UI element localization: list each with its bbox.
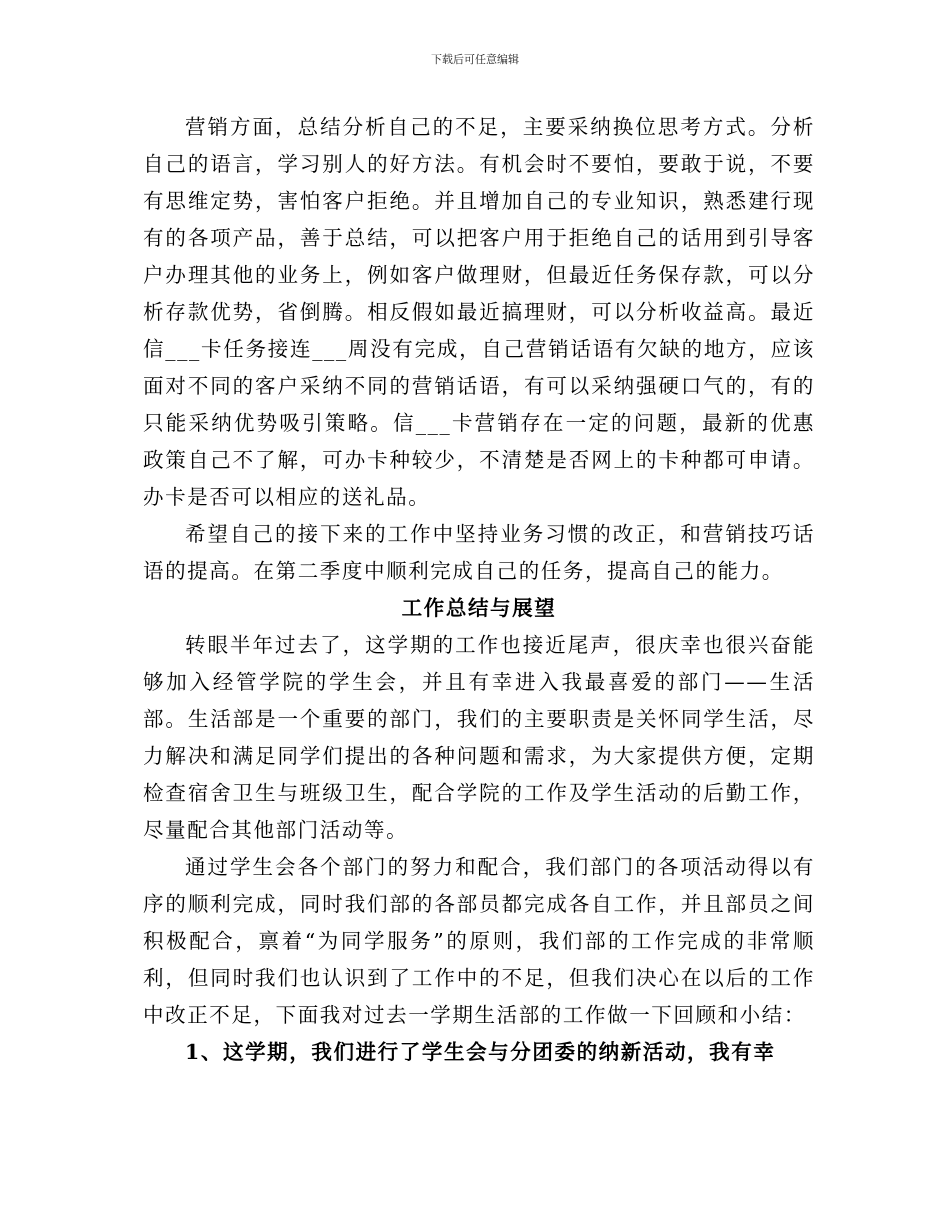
- document-body: [143, 109, 815, 1071]
- paragraph-cooperation: 通过学生会各个部门的努力和配合，我们部门的各项活动得以有序的顺利完成，同时我们部的各部员都完成各自工作，并且部员之间积极配合，禀着“为同学服务”的原则，我们部的工作完成的非常顺利，但同时我们也认识到了工作中的不足，但我们决心在以后的工作中改正不足，下面我对过去一学期生活部的工作做一下回顾和小结：: [143, 855, 815, 1027]
- list-item-1: 1、这学期，我们进行了学生会与分团委的纳新活动，我有幸: [185, 1040, 776, 1064]
- page-header: 下载后可任意编辑: [431, 53, 519, 66]
- section-title: 工作总结与展望: [401, 596, 557, 620]
- paragraph-marketing: 营销方面，总结分析自己的不足，主要采纳换位思考方式。分析自己的语言，学习别人的好方法。有机会时不要怕，要敢于说，不要有思维定势，害怕客户拒绝。并且增加自己的专业知识，熟悉建行现有的各项产品，善于总结，可以把客户用于拒绝自己的话用到引导客户办理其他的业务上，例如客户做理财，但最近任务保存款，可以分析存款优势，省倒腾。相反假如最近搞理财，可以分析收益高。最近信___卡任务接连___周没有完成，自己营销话语有欠缺的地方，应该面对不同的客户采纳不同的营销话语，有可以采纳强硬口气的，有的只能采纳优势吸引策略。信___卡营销存在一定的问题，最新的优惠政策自己不了解，可办卡种较少，不清楚是否网上的卡种都可申请。办卡是否可以相应的送礼品。: [143, 115, 815, 509]
- paragraph-intro: 转眼半年过去了，这学期的工作也接近尾声，很庆幸也很兴奋能够加入经管学院的学生会，并且有幸进入我最喜爱的部门——生活部。生活部是一个重要的部门，我们的主要职责是关怀同学生活，尽力解决和满足同学们提出的各种问题和需求，为大家提供方便，定期检查宿舍卫生与班级卫生，配合学院的工作及学生活动的后勤工作，尽量配合其他部门活动等。: [143, 633, 815, 842]
- paragraph-hope: 希望自己的接下来的工作中坚持业务习惯的改正，和营销技巧话语的提高。在第二季度中顺利完成自己的任务，提高自己的能力。: [143, 522, 815, 583]
